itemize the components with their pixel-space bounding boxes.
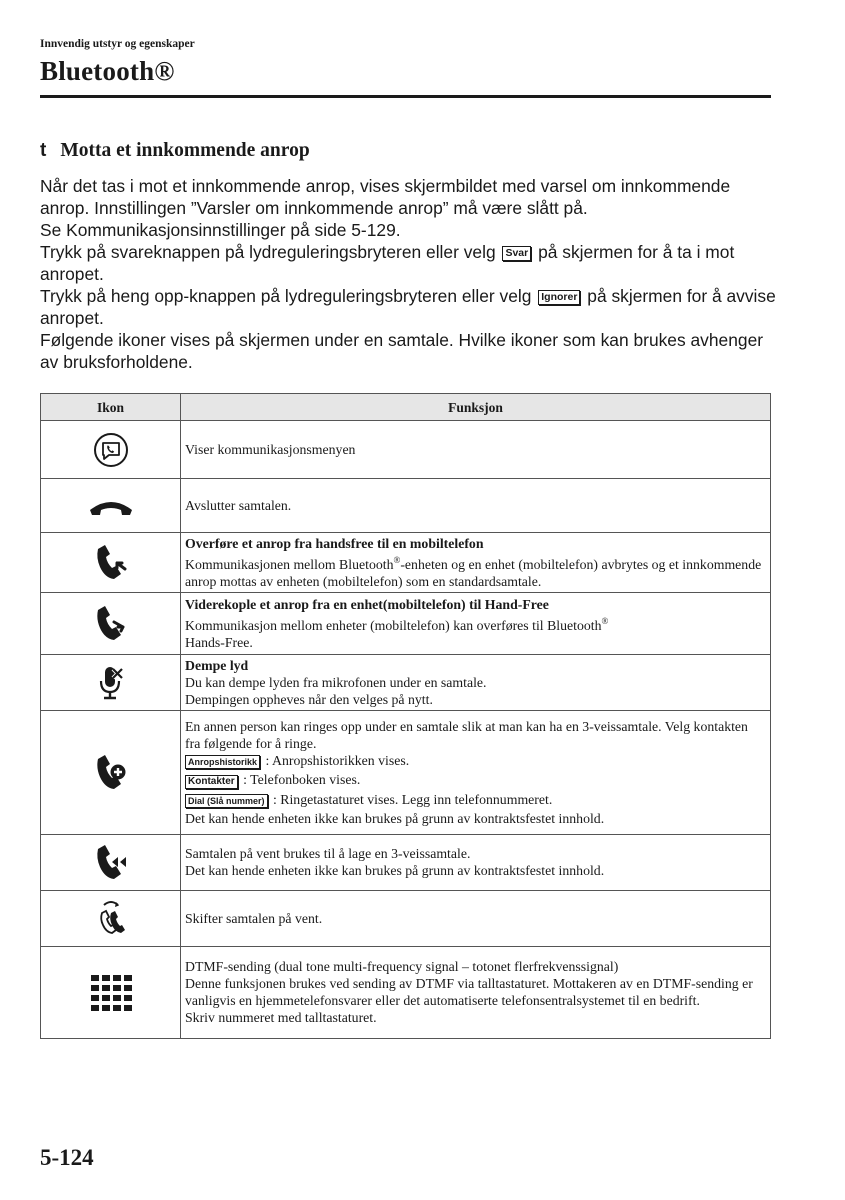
icon-cell xyxy=(41,835,181,891)
intro-text-span: Trykk på svareknappen på lydreguleringsbryteren eller velg xyxy=(40,242,496,262)
intro-paragraph xyxy=(40,285,780,329)
function-text: Dempingen oppheves når den velges på nytt. xyxy=(185,691,433,707)
icon-function-table xyxy=(40,393,771,1039)
add-call-icon xyxy=(94,753,128,793)
communication-menu-icon xyxy=(93,432,129,468)
transfer-to-handsfree-icon xyxy=(94,604,128,644)
contacts-key-label: Kontakter xyxy=(185,775,238,789)
table-header-row xyxy=(41,394,771,421)
option-text: : Anropshistorikken vises. xyxy=(265,752,410,768)
section-bullet: t xyxy=(40,140,47,161)
ignore-key-label: Ignorer xyxy=(538,290,580,305)
intro-text-span: Trykk på heng opp-knappen på lydreguleringsbryteren eller velg xyxy=(40,286,532,306)
function-text: Kommunikasjonen mellom Bluetooth xyxy=(185,556,394,572)
chapter-label: Innvendig utstyr og egenskaper xyxy=(40,38,195,50)
table-row xyxy=(41,891,771,947)
function-text: Samtalen på vent brukes til å lage en 3-veissamtale. xyxy=(185,846,471,861)
function-text: Det kan hende enheten ikke kan brukes på grunn av kontraktsfestet innhold. xyxy=(185,810,605,826)
function-text: Hands-Free. xyxy=(185,634,253,650)
table-row xyxy=(41,593,771,655)
merge-calls-icon xyxy=(94,843,128,883)
option-line xyxy=(185,791,766,810)
icon-cell xyxy=(41,593,181,655)
section-heading-text: Motta et innkommende anrop xyxy=(60,140,310,161)
function-description xyxy=(181,711,771,835)
intro-paragraph xyxy=(40,241,780,285)
registered-mark: ® xyxy=(601,615,609,626)
intro-text xyxy=(40,175,780,373)
column-header-function: Funksjon xyxy=(181,394,771,421)
function-description xyxy=(181,655,771,711)
option-text: : Telefonboken vises. xyxy=(243,771,361,787)
intro-paragraph: Se Kommunikasjonsinnstillinger på side 5-129. xyxy=(40,220,401,240)
icon-cell xyxy=(41,533,181,593)
dial-key-label: Dial (Slå nummer) xyxy=(185,794,268,808)
icon-cell xyxy=(41,479,181,533)
table-row xyxy=(41,655,771,711)
option-text: : Ringetastaturet vises. Legg inn telefonnummeret. xyxy=(272,791,553,807)
icon-cell xyxy=(41,947,181,1039)
function-description xyxy=(181,947,771,1039)
transfer-to-phone-icon xyxy=(94,543,128,583)
function-description xyxy=(181,835,771,891)
table-row xyxy=(41,947,771,1039)
keypad-icon xyxy=(89,973,133,1013)
function-text: Skriv nummeret med talltastaturet. xyxy=(185,1010,377,1025)
icon-cell xyxy=(41,711,181,835)
column-header-icon: Ikon xyxy=(41,394,181,421)
function-text: -enheten og en enhet (mobiltelefon) avbrytes og et innkommende anrop mottas av enheten (mobiltelefon) som en standardsamtale. xyxy=(185,556,762,589)
function-description xyxy=(181,533,771,593)
swap-calls-icon xyxy=(94,897,128,941)
function-description: Viser kommunikasjonsmenyen xyxy=(181,421,771,479)
page-title: Bluetooth® xyxy=(40,56,175,86)
function-text: Kommunikasjon mellom enheter (mobiltelefon) kan overføres til Bluetooth xyxy=(185,617,602,633)
function-description: Skifter samtalen på vent. xyxy=(181,891,771,947)
intro-paragraph: Når det tas i mot et innkommende anrop, vises skjermbildet med varsel om innkommende anrop. Innstillingen ”Varsler om innkommende anrop” må være slått på. xyxy=(40,176,731,218)
table-row xyxy=(41,711,771,835)
function-text: En annen person kan ringes opp under en samtale slik at man kan ha en 3-veissamtale. Velg kontakten fra følgende for å ringe. xyxy=(185,718,748,751)
function-text: Denne funksjonen brukes ved sending av DTMF via talltastaturet. Mottakeren av en DTMF-sending er vanligvis en hjemmetelefonsvarer eller det automatiserte telefonsentralsystemet til en bedrift. xyxy=(185,976,753,1008)
function-description: Avslutter samtalen. xyxy=(181,479,771,533)
mute-microphone-icon xyxy=(97,663,125,703)
function-title: Viderekople et anrop fra en enhet(mobiltelefon) til Hand-Free xyxy=(185,596,549,612)
function-text: Det kan hende enheten ikke kan brukes på grunn av kontraktsfestet innhold. xyxy=(185,863,605,878)
intro-text-span: på skjermen for å avvise anropet. xyxy=(40,286,776,328)
section-heading xyxy=(40,140,310,162)
function-title: Dempe lyd xyxy=(185,657,249,673)
table-row xyxy=(41,479,771,533)
icon-cell xyxy=(41,891,181,947)
function-text: DTMF-sending (dual tone multi-frequency signal – totonet flerfrekvenssignal) xyxy=(185,959,619,974)
function-text: Du kan dempe lyden fra mikrofonen under en samtale. xyxy=(185,674,487,690)
page-number: 5-124 xyxy=(40,1145,94,1170)
table-row xyxy=(41,421,771,479)
header-divider xyxy=(40,95,771,98)
intro-paragraph: Følgende ikoner vises på skjermen under en samtale. Hvilke ikoner som kan brukes avhenger av bruksforholdene. xyxy=(40,330,764,372)
option-line xyxy=(185,752,766,771)
registered-mark: ® xyxy=(393,554,401,565)
call-history-key-label: Anropshistorikk xyxy=(185,755,260,769)
option-line xyxy=(185,771,766,791)
hang-up-icon xyxy=(87,496,135,516)
intro-text-span: på skjermen for å ta i mot anropet. xyxy=(40,242,735,284)
function-title: Overføre et anrop fra handsfree til en mobiltelefon xyxy=(185,535,484,551)
icon-cell xyxy=(41,655,181,711)
function-description xyxy=(181,593,771,655)
icon-cell xyxy=(41,421,181,479)
table-row xyxy=(41,533,771,593)
answer-key-label: Svar xyxy=(502,246,531,261)
table-row xyxy=(41,835,771,891)
